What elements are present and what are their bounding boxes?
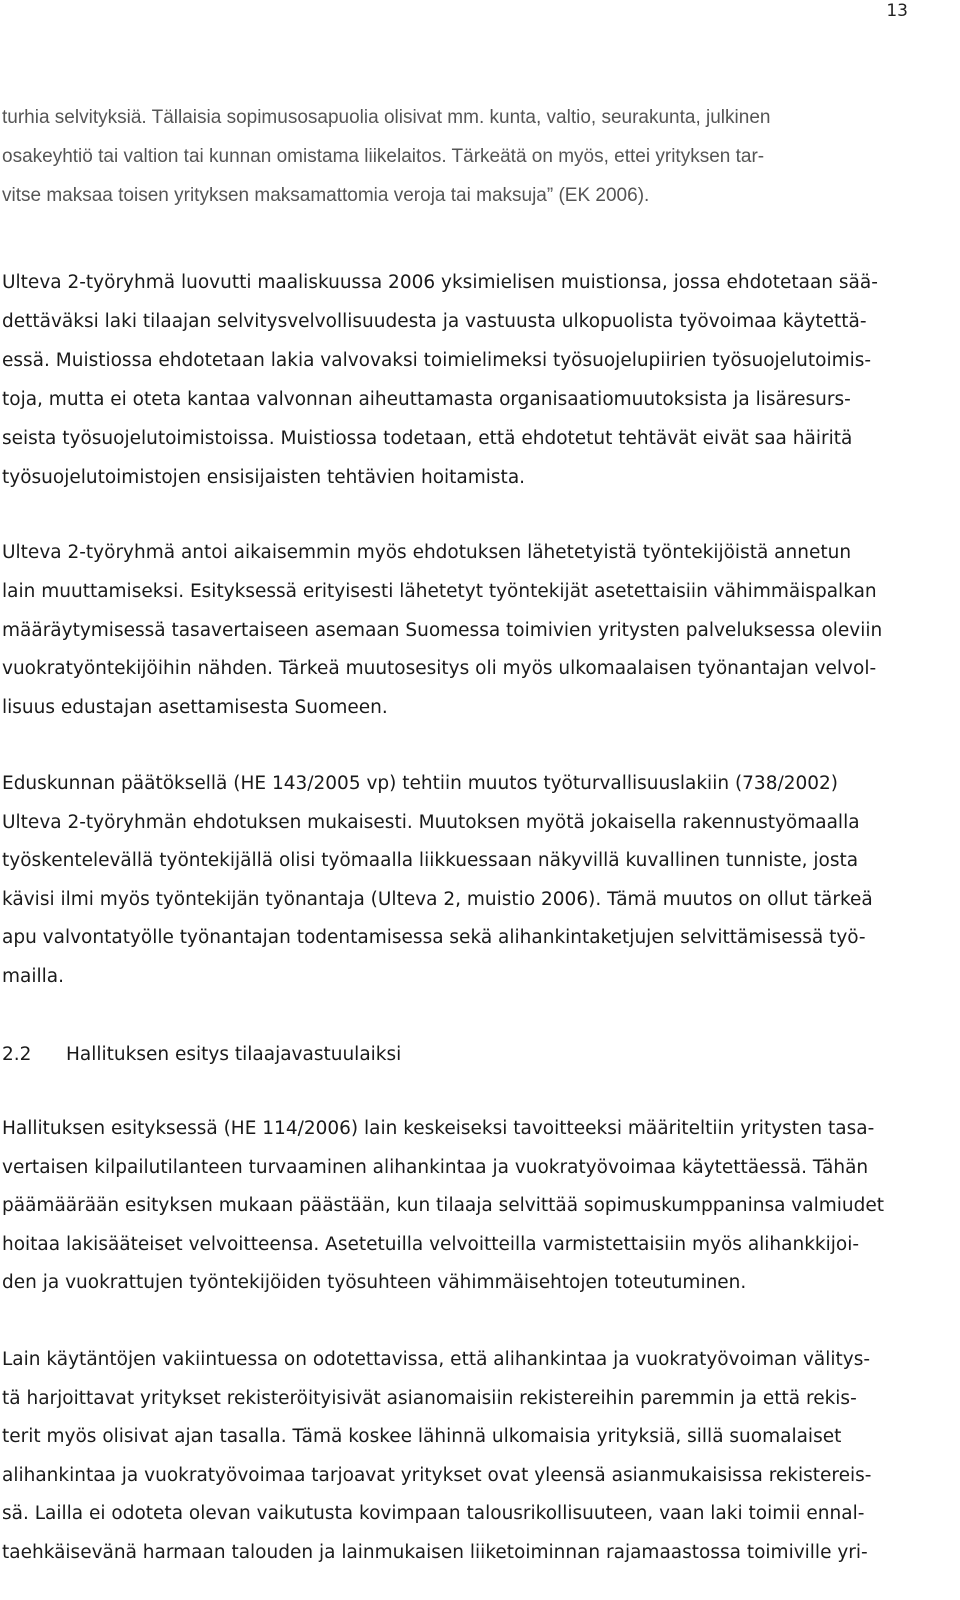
text-line: apu valvontatyölle työnantajan todentamisessa sekä alihankintaketjujen selvittämisessä työ- bbox=[2, 927, 866, 948]
text-line: alihankintaa ja vuokratyövoimaa tarjoavat yritykset ovat yleensä asianmukaisissa rekistereis- bbox=[2, 1465, 872, 1486]
text-line: taehkäisevänä harmaan talouden ja lainmukaisen liiketoiminnan rajamaastossa toimiville yri- bbox=[2, 1542, 868, 1563]
text-line: vertaisen kilpailutilanteen turvaaminen alihankintaa ja vuokratyövoimaa käytettäessä. Tähän bbox=[2, 1157, 869, 1178]
text-line: tä harjoittavat yritykset rekisteröityisivät asianomaisiin rekistereihin paremmin ja että rekis- bbox=[2, 1388, 857, 1409]
text-line: osakeyhtiö tai valtion tai kunnan omistama liikelaitos. Tärkeätä on myös, ettei yrityksen tar- bbox=[2, 146, 765, 167]
text-line: den ja vuokrattujen työntekijöiden työsuhteen vähimmäisehtojen toteutuminen. bbox=[2, 1272, 747, 1293]
text-line: Ulteva 2-työryhmä luovutti maaliskuussa 2006 yksimielisen muistionsa, jossa ehdotetaan sää- bbox=[2, 272, 878, 293]
text-line: kävisi ilmi myös työntekijän työnantaja (Ulteva 2, muistio 2006). Tämä muutos on ollut tärkeä bbox=[2, 889, 873, 910]
section-number: 2.2 bbox=[2, 1044, 32, 1065]
text-line: työskentelevällä työntekijällä olisi työmaalla liikkuessaan näkyvillä kuvallinen tunniste, josta bbox=[2, 850, 859, 871]
text-line: Hallituksen esityksessä (HE 114/2006) lain keskeiseksi tavoitteeksi määriteltiin yritysten tasa- bbox=[2, 1118, 875, 1139]
text-line: lain muuttamiseksi. Esityksessä erityisesti lähetetyt työntekijät asetettaisiin vähimmäispalkan bbox=[2, 581, 877, 602]
section-title: Hallituksen esitys tilaajavastuulaiksi bbox=[66, 1044, 402, 1065]
text-line: sä. Lailla ei odoteta olevan vaikutusta kovimpaan talousrikollisuuteen, vaan laki toimii ennal- bbox=[2, 1503, 865, 1524]
text-line: hoitaa lakisääteiset velvoitteensa. Asetetuilla velvoitteilla varmistettaisiin myös alihankkijoi- bbox=[2, 1234, 860, 1255]
text-line: seista työsuojelutoimistoissa. Muistiossa todetaan, että ehdotetut tehtävät eivät saa häiritä bbox=[2, 428, 853, 449]
text-line: essä. Muistiossa ehdotetaan lakia valvovaksi toimielimeksi työsuojelupiirien työsuojelutoimis- bbox=[2, 350, 872, 371]
text-line: mailla. bbox=[2, 966, 64, 987]
text-line: Ulteva 2-työryhmä antoi aikaisemmin myös ehdotuksen lähetetyistä työntekijöistä annetun bbox=[2, 542, 852, 563]
text-line: päämäärään esityksen mukaan päästään, kun tilaaja selvittää sopimuskumppaninsa valmiudet bbox=[2, 1195, 885, 1216]
section-heading bbox=[2, 1043, 401, 1067]
text-line: toja, mutta ei oteta kantaa valvonnan aiheuttamasta organisaatiomuutoksista ja lisäresurs- bbox=[2, 389, 851, 410]
text-line: vitse maksaa toisen yrityksen maksamattomia veroja tai maksuja” (EK 2006). bbox=[2, 185, 650, 206]
text-line: turhia selvityksiä. Tällaisia sopimusosapuolia olisivat mm. kunta, valtio, seurakunta, julkinen bbox=[2, 107, 771, 128]
text-line: Lain käytäntöjen vakiintuessa on odotettavissa, että alihankintaa ja vuokratyövoiman välitys- bbox=[2, 1349, 871, 1370]
text-line: vuokratyöntekijöihin nähden. Tärkeä muutosesitys oli myös ulkomaalaisen työnantajan velvol- bbox=[2, 658, 877, 679]
text-line: lisuus edustajan asettamisesta Suomeen. bbox=[2, 697, 388, 718]
text-line: Eduskunnan päätöksellä (HE 143/2005 vp) tehtiin muutos työturvallisuuslakiin (738/2002) bbox=[2, 773, 839, 794]
text-line: dettäväksi laki tilaajan selvitysvelvollisuudesta ja vastuusta ulkopuolista työvoimaa käytettä- bbox=[2, 311, 867, 332]
text-line: terit myös olisivat ajan tasalla. Tämä koskee lähinnä ulkomaisia yrityksiä, sillä suomalaiset bbox=[2, 1426, 842, 1447]
text-line: Ulteva 2-työryhmän ehdotuksen mukaisesti. Muutoksen myötä jokaisella rakennustyömaalla bbox=[2, 812, 860, 833]
text-line: työsuojelutoimistojen ensisijaisten tehtävien hoitamista. bbox=[2, 467, 526, 488]
page-number: 13 bbox=[886, 1, 908, 21]
text-line: määräytymisessä tasavertaiseen asemaan Suomessa toimivien yritysten palveluksessa oleviin bbox=[2, 620, 883, 641]
